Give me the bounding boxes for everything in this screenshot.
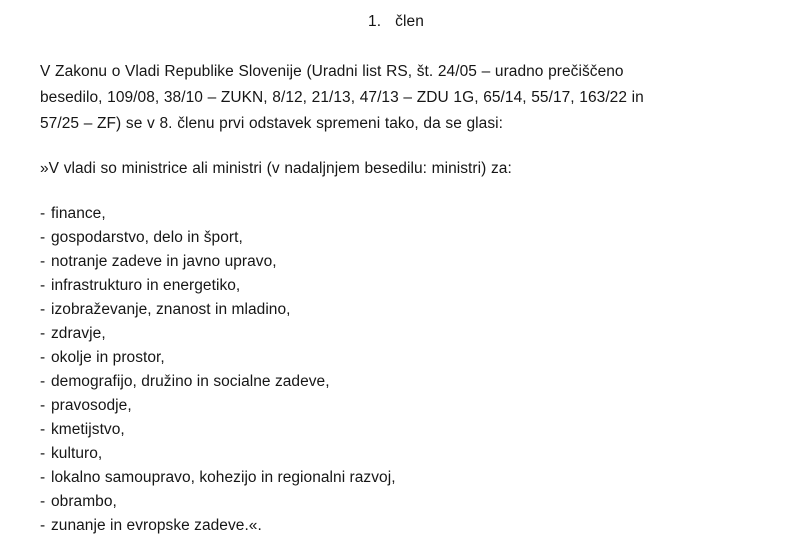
dash-marker: -	[40, 469, 46, 486]
list-item	[40, 322, 752, 346]
dash-marker: -	[40, 325, 46, 342]
quoted-provision-lead: »V vladi so ministrice ali ministri (v nadaljnjem besedilu: ministri) za:	[40, 160, 512, 177]
dash-marker: -	[40, 493, 46, 510]
list-item-label: lokalno samoupravo, kohezijo in regionalni razvoj,	[51, 469, 396, 486]
dash-marker: -	[40, 205, 46, 222]
dash-marker: -	[40, 445, 46, 462]
article-heading-number: 1.	[368, 13, 382, 30]
list-item	[40, 394, 752, 418]
list-item-label: infrastrukturo in energetiko,	[51, 277, 241, 294]
article-heading-word: člen	[395, 13, 424, 30]
article-heading	[40, 0, 752, 32]
list-item	[40, 250, 752, 274]
list-item	[40, 466, 752, 490]
list-item	[40, 298, 752, 322]
document-body	[40, 0, 752, 538]
amendment-intro-paragraph	[40, 32, 746, 137]
dash-marker: -	[40, 301, 46, 318]
list-item-label: kulturo,	[51, 445, 103, 462]
amendment-intro-line-3: 57/25 – ZF) se v 8. členu prvi odstavek spremeni tako, da se glasi:	[40, 115, 504, 132]
list-item-label: okolje in prostor,	[51, 349, 165, 366]
list-item-label: izobraževanje, znanost in mladino,	[51, 301, 291, 318]
list-item-label: demografijo, družino in socialne zadeve,	[51, 373, 330, 390]
list-item	[40, 442, 752, 466]
list-item-label: pravosodje,	[51, 397, 132, 414]
dash-marker: -	[40, 373, 46, 390]
dash-marker: -	[40, 397, 46, 414]
dash-marker: -	[40, 517, 46, 534]
list-item-label: notranje zadeve in javno upravo,	[51, 253, 277, 270]
ministry-list	[40, 182, 752, 538]
dash-marker: -	[40, 253, 46, 270]
list-item	[40, 226, 752, 250]
dash-marker: -	[40, 349, 46, 366]
list-item-label: zunanje in evropske zadeve.«.	[51, 517, 262, 534]
amendment-intro-line-2: besedilo, 109/08, 38/10 – ZUKN, 8/12, 21/13, 47/13 – ZDU 1G, 65/14, 55/17, 163/22 in	[40, 89, 644, 106]
dash-marker: -	[40, 421, 46, 438]
dash-marker: -	[40, 277, 46, 294]
list-item	[40, 490, 752, 514]
list-item-label: obrambo,	[51, 493, 117, 510]
list-item	[40, 202, 752, 226]
list-item	[40, 418, 752, 442]
list-item-label: gospodarstvo, delo in šport,	[51, 229, 243, 246]
list-item	[40, 514, 752, 538]
list-item-label: zdravje,	[51, 325, 106, 342]
list-item	[40, 274, 752, 298]
list-item-label: kmetijstvo,	[51, 421, 125, 438]
amendment-intro-line-1: V Zakonu o Vladi Republike Slovenije (Uradni list RS, št. 24/05 – uradno prečiščeno	[40, 63, 624, 80]
list-item	[40, 346, 752, 370]
list-item-label: finance,	[51, 205, 106, 222]
list-item	[40, 370, 752, 394]
dash-marker: -	[40, 229, 46, 246]
